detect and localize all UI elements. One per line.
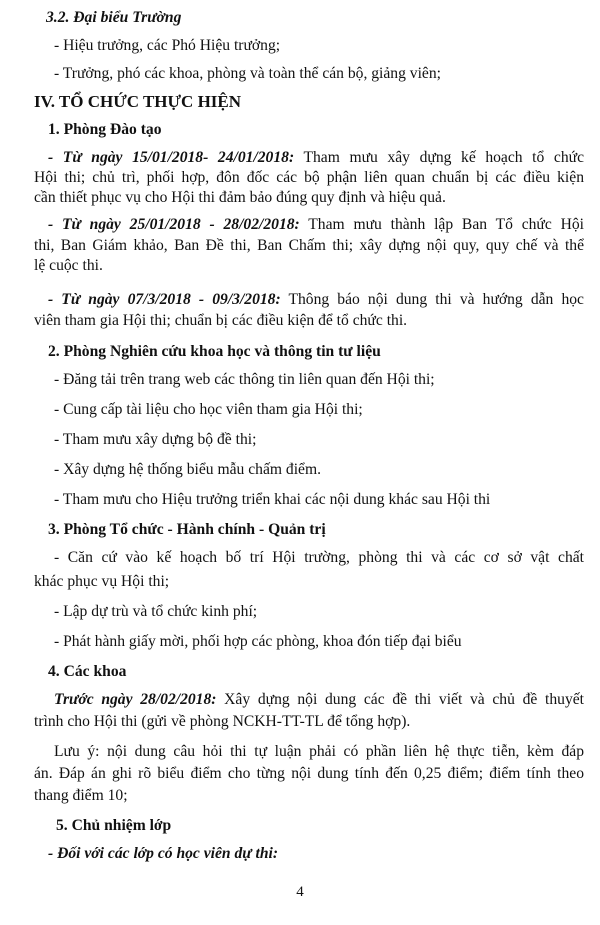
paragraph-line: lệ cuộc thi. bbox=[34, 257, 103, 274]
text: Xây dựng nội dung các đề thi viết và chủ đề thuyết bbox=[216, 691, 584, 708]
list-item: - Đăng tải trên trang web các thông tin liên quan đến Hội thi; bbox=[54, 371, 435, 388]
paragraph-line: thang điểm 10; bbox=[34, 787, 128, 804]
list-item: - Trưởng, phó các khoa, phòng và toàn thể cán bộ, giảng viên; bbox=[54, 65, 441, 82]
heading-phong-nckh: 2. Phòng Nghiên cứu khoa học và thông tin tư liệu bbox=[48, 343, 381, 360]
paragraph-line bbox=[48, 290, 584, 310]
paragraph-line bbox=[48, 148, 584, 168]
list-item: - Lập dự trù và tổ chức kinh phí; bbox=[54, 603, 258, 620]
text: Tham mưu xây dựng kế hoạch tổ chức bbox=[294, 149, 585, 166]
text: Thông báo nội dung thi và hướng dẫn học bbox=[280, 291, 584, 308]
list-item: - Phát hành giấy mời, phối hợp các phòng, khoa đón tiếp đại biểu bbox=[54, 633, 462, 650]
list-item: - Tham mưu xây dựng bộ đề thi; bbox=[54, 431, 257, 448]
paragraph-line: án. Đáp án ghi rõ biểu điểm cho từng nội dung tính đến 0,25 điểm; điểm tính theo bbox=[34, 765, 584, 782]
paragraph-line: - Căn cứ vào kế hoạch bố trí Hội trường, phòng thi và các cơ sở vật chất bbox=[54, 549, 584, 566]
section-iv-heading: IV. TỔ CHỨC THỰC HIỆN bbox=[34, 92, 242, 111]
section-3-2-heading: 3.2. Đại biểu Trường bbox=[46, 9, 182, 26]
list-item: - Xây dựng hệ thống biểu mẫu chấm điểm. bbox=[54, 461, 321, 478]
paragraph-line bbox=[54, 690, 584, 710]
paragraph-line: Hội thi; chủ trì, phối hợp, đôn đốc các bộ phận liên quan chuẩn bị các điều kiện bbox=[34, 169, 584, 186]
date-range: - Từ ngày 07/3/2018 - 09/3/2018: bbox=[48, 291, 281, 308]
text: Tham mưu thành lập Ban Tổ chức Hội bbox=[299, 216, 584, 233]
heading-phong-dao-tao: 1. Phòng Đào tạo bbox=[48, 121, 162, 138]
date-range: - Từ ngày 25/01/2018 - 28/02/2018: bbox=[48, 216, 300, 233]
paragraph-line: cần thiết phục vụ cho Hội thi đảm bảo đúng quy định và hiệu quả. bbox=[34, 189, 446, 206]
paragraph-line: khác phục vụ Hội thi; bbox=[34, 573, 170, 590]
heading-cac-khoa: 4. Các khoa bbox=[48, 663, 127, 680]
heading-chu-nhiem-lop: 5. Chủ nhiệm lớp bbox=[56, 817, 172, 834]
page-number: 4 bbox=[296, 884, 304, 900]
sub-heading: - Đối với các lớp có học viên dự thi: bbox=[48, 845, 279, 862]
paragraph-line: thi, Ban Giám khảo, Ban Đề thi, Ban Chấm thi; xây dựng nội quy, quy chế và thể bbox=[34, 237, 584, 254]
paragraph-line bbox=[48, 215, 584, 235]
date-range: Trước ngày 28/02/2018: bbox=[54, 691, 217, 708]
date-range: - Từ ngày 15/01/2018- 24/01/2018: bbox=[48, 149, 295, 166]
paragraph-line: Lưu ý: nội dung câu hỏi thi tự luận phải có phần liên hệ thực tiễn, kèm đáp bbox=[54, 743, 584, 760]
list-item: - Hiệu trưởng, các Phó Hiệu trưởng; bbox=[54, 37, 281, 54]
list-item: - Cung cấp tài liệu cho học viên tham gia Hội thi; bbox=[54, 401, 363, 418]
heading-phong-tchc: 3. Phòng Tổ chức - Hành chính - Quản trị bbox=[48, 521, 326, 538]
list-item: - Tham mưu cho Hiệu trưởng triển khai các nội dung khác sau Hội thi bbox=[54, 491, 491, 508]
paragraph-line: trình cho Hội thi (gửi về phòng NCKH-TT-TL để tổng hợp). bbox=[34, 713, 411, 730]
paragraph-line: viên tham gia Hội thi; chuẩn bị các điều kiện để tổ chức thi. bbox=[34, 312, 408, 329]
